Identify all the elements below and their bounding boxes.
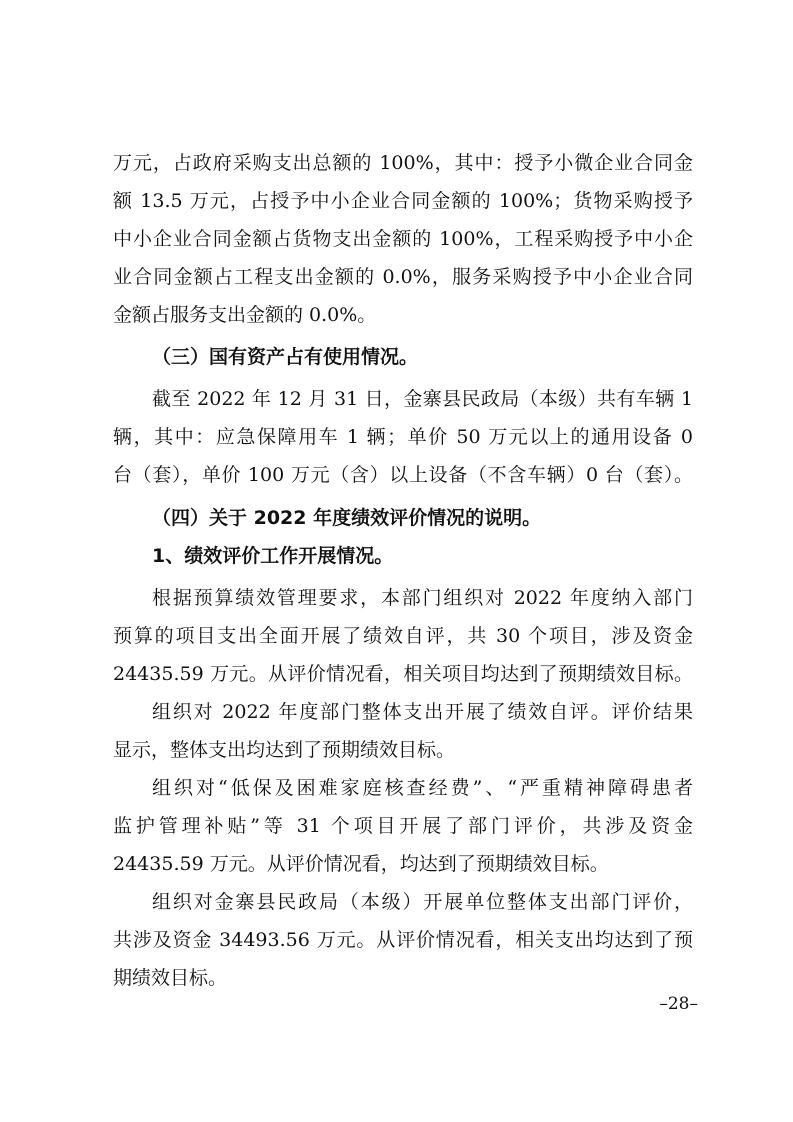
paragraph-2-line-1: 组织对 2022 年度部门整体支出开展了绩效自评。评价结果	[152, 701, 693, 723]
paragraph-4-line-2: 共涉及资金 34493.56 万元。从评价情况看，相关支出均达到了预	[113, 929, 693, 951]
continuation-line-5: 金额占服务支出金额的 0.0%。	[113, 304, 377, 326]
subheading-performance-work: 1、绩效评价工作开展情况。	[152, 545, 394, 567]
continuation-line-4: 业合同金额占工程支出金额的 0.0%，服务采购授予中小企业合同	[113, 266, 693, 288]
paragraph-4-line-3: 期绩效目标。	[113, 967, 228, 989]
section-heading-assets: （三）国有资产占有使用情况。	[152, 346, 419, 368]
paragraph-1-line-2: 预算的项目支出全面开展了绩效自评，共 30 个项目，涉及资金	[113, 625, 693, 647]
asset-paragraph-line-2: 辆，其中：应急保障用车 1 辆；单价 50 万元以上的通用设备 0	[113, 426, 693, 448]
paragraph-3-line-2: 监护管理补贴”等 31 个项目开展了部门评价，共涉及资金	[113, 815, 693, 837]
asset-paragraph-line-3: 台（套），单价 100 万元（含）以上设备（不含车辆）0 台（套）。	[113, 464, 693, 486]
continuation-line-1: 万元，占政府采购支出总额的 100%，其中：授予小微企业合同金	[113, 152, 693, 174]
paragraph-2-line-2: 显示，整体支出均达到了预期绩效目标。	[113, 739, 456, 761]
asset-paragraph-line-1: 截至 2022 年 12 月 31 日，金寨县民政局（本级）共有车辆 1	[152, 388, 693, 410]
paragraph-4-line-1: 组织对金寨县民政局（本级）开展单位整体支出部门评价，	[152, 891, 693, 913]
continuation-line-2: 额 13.5 万元，占授予中小企业合同金额的 100%；货物采购授予	[113, 190, 693, 212]
continuation-line-3: 中小企业合同金额占货物支出金额的 100%，工程采购授予中小企	[113, 228, 693, 250]
page-number: –28–	[659, 994, 698, 1014]
section-heading-performance: （四）关于 2022 年度绩效评价情况的说明。	[152, 507, 542, 529]
paragraph-3-line-3: 24435.59 万元。从评价情况看，均达到了预期绩效目标。	[113, 853, 609, 875]
paragraph-3-line-1: 组织对“低保及困难家庭核查经费”、“严重精神障碍患者	[152, 777, 693, 799]
paragraph-1-line-1: 根据预算绩效管理要求，本部门组织对 2022 年度纳入部门	[152, 587, 693, 609]
paragraph-1-line-3: 24435.59 万元。从评价情况看，相关项目均达到了预期绩效目标。	[113, 663, 693, 685]
